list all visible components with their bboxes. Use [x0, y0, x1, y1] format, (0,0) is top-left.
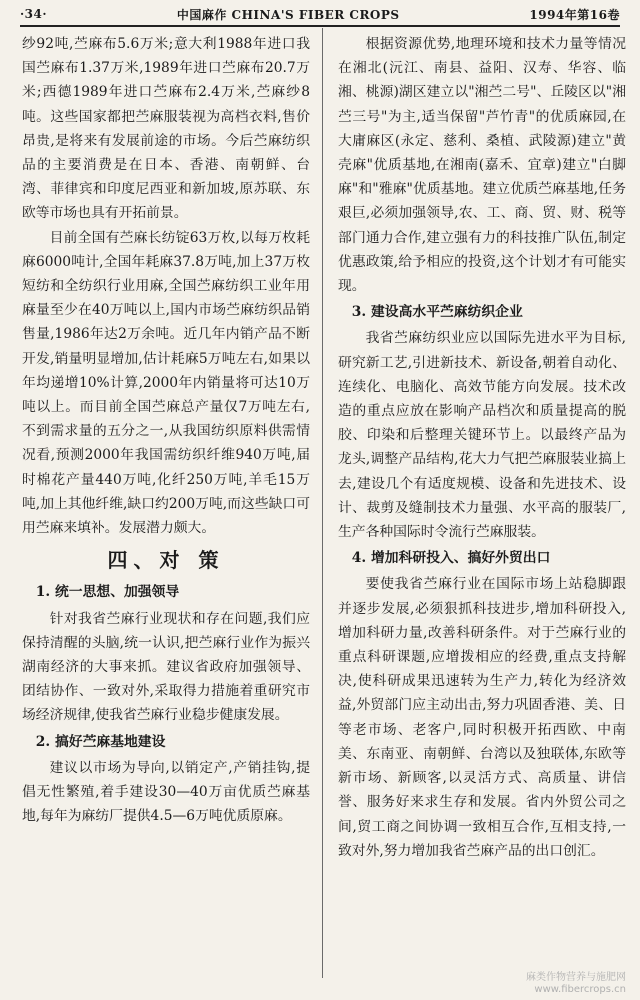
- paragraph: 我省苎麻纺织业应以国际先进水平为目标,研究新工艺,引进新技术、新设备,朝着自动化、连续化、电脑化、高效节能方向发展。技术改造的重点应放在影响产品档次和质量提高的脱胶、印染和后整理关键环节上。以最终产品为龙头,调整产品结构,花大力气把苎麻服装业搞上去,建设几个有适度规模、设备和先进技术、设计、裁剪及缝制技术力量强、水平高的服装厂,生产各种国际时令流行苎麻服装。: [338, 330, 626, 541]
- paragraph: 针对我省苎麻行业现状和存在问题,我们应保持清醒的头脑,统一认识,把苎麻行业作为振兴湖南经济的大事来抓。建议省政府加强领导、团结协作、一致对外,采取得力措施着重研究市场经济规律,使我省苎麻行业稳步健康发展。: [22, 610, 310, 724]
- column-divider: [322, 28, 323, 978]
- right-column: [338, 32, 626, 863]
- subsection-heading: 1. 统一思想、加强领导: [35, 584, 180, 601]
- paragraph: 目前全国有苎麻长纺锭63万枚,以每万枚耗麻6000吨计,全国年耗麻37.8万吨,加上37万枚短纺和全纺织行业用麻,全国苎麻纺织工业年用麻量至少在40万吨以上,国内市场苎麻纺织品销售量,1986年达2万余吨。近几年内销产品不断开发,销量明显增加,估计耗麻5万吨左右,如果以年均递增10%计算,2000年内销量将可达10万吨以上。而目前全国苎麻总产量仅7万吨左右,不到需求量的五分之一,从我国纺织原料供需情况看,预测2000年我国需纺织纤维940万吨,届时棉花产量440万吨,化纤250万吨,羊毛15万吨,加上其他纤维,缺口约200万吨,而这些缺口可用苎麻来填补。发展潜力颇大。: [22, 229, 310, 537]
- issue-label: 1994年第16卷: [529, 7, 620, 22]
- paragraph: 纱92吨,苎麻布5.6万米;意大利1988年进口我国苎麻布1.37万米,1989年进口苎麻布20.7万米;西德1989年进口苎麻布2.4万米,苎麻纱8吨。这些国家都把苎麻服装视为高档衣料,售价昂贵,是将来有发展前途的市场。今后苎麻纺织品的主要消费是在日本、香港、南朝鲜、台湾、菲律宾和印度尼西亚和新加坡,原苏联、东欧等市场也具有开拓前景。: [22, 36, 310, 222]
- header-rule: [20, 25, 620, 27]
- running-header: [20, 4, 620, 24]
- watermark-url: www.fibercrops.cn: [534, 984, 626, 995]
- watermark: [526, 972, 626, 996]
- subsection-heading: 2. 搞好苎麻基地建设: [35, 733, 166, 750]
- paragraph: 要使我省苎麻行业在国际市场上站稳脚跟并逐步发展,必须狠抓科技进步,增加科研投入,增加科研力量,改善科研条件。对于苎麻行业的重点科研课题,应增拨相应的经费,重点支持解决,使科研成果迅速转为生产力,转化为经济效益,外贸部门应主动出击,努力巩固香港、美、日等老市场、老客户,同时积极开拓西欧、中南美、东南亚、南朝鲜、台湾以及独联体,东欧等新市场、新顾客,以灵活方式、高质量、讲信誉、服务好来求生存和发展。省内外贸公司之间,贸工商之间协调一致相互合作,互相支持,一致对外,努力增加我省苎麻产品的出口创汇。: [338, 576, 626, 859]
- subsection-heading: 4. 增加科研投入、搞好外贸出口: [351, 550, 551, 567]
- left-column: [22, 32, 310, 829]
- subsection-heading: 3. 建设高水平苎麻纺织企业: [351, 304, 523, 321]
- journal-title: 中国麻作 CHINA'S FIBER CROPS: [176, 7, 400, 22]
- section-heading: 四、对 策: [107, 548, 225, 573]
- paragraph: 根据资源优势,地理环境和技术力量等情况在湘北(沅江、南县、益阳、汉寿、华容、临湘、桃源)湖区建立以"湘苎二号"、丘陵区以"湘苎三号"为主,适当保留"芦竹青"的优质麻园,在大庸麻区(永定、慈利、桑植、武陵源)建立"黄壳麻"优质基地,在湘南(嘉禾、宜章)建立"白脚麻"和"雅麻"优质基地。建立优质苎麻基地,任务艰巨,必须加强领导,农、工、商、贸、财、税等部门通力合作,建立强有力的科技推广队伍,制定优惠政策,给予相应的投资,这个计划才有可能实现。: [338, 36, 626, 295]
- paragraph: 建议以市场为导向,以销定产,产销挂钩,提倡无性繁殖,着手建设30—40万亩优质苎麻基地,每年为麻纺厂提供4.5—6万吨优质原麻。: [22, 759, 310, 825]
- page-number: ·34·: [20, 7, 48, 21]
- watermark-line: 麻类作物营养与施肥网: [526, 972, 626, 983]
